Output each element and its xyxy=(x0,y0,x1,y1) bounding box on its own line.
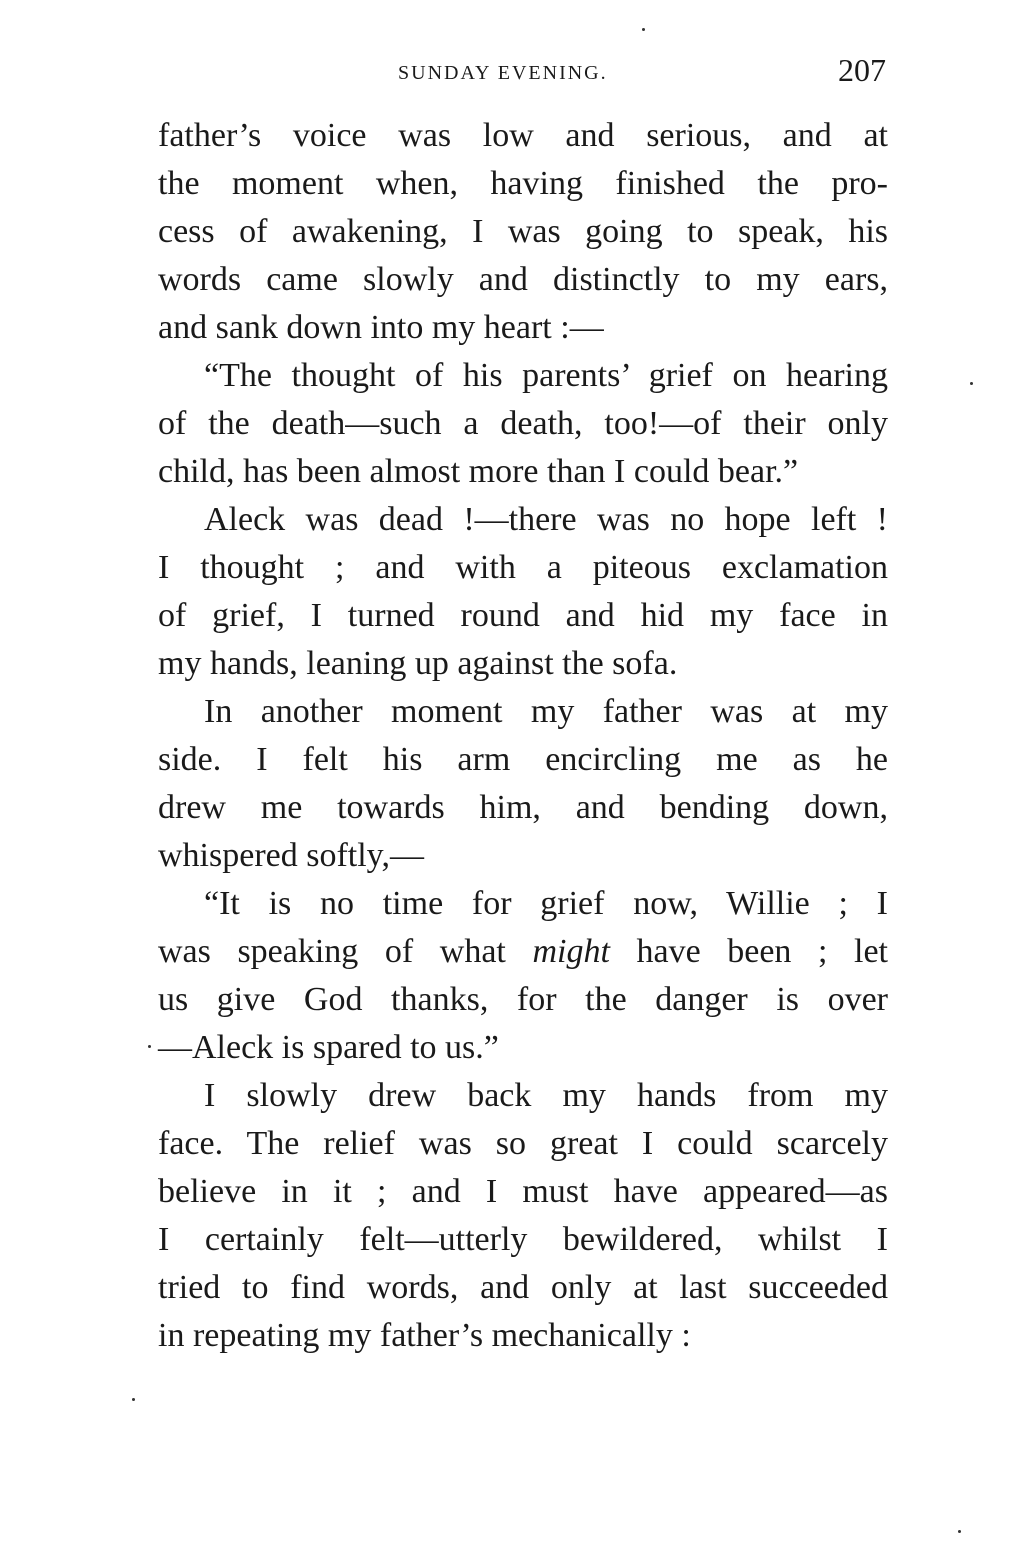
text-line: the moment when, having finished the pro- xyxy=(158,165,888,202)
text-line: whispered softly,— xyxy=(158,837,424,874)
text-line: father’s voice was low and serious, and at xyxy=(158,117,888,154)
text-line: I slowly drew back my hands from my xyxy=(204,1077,888,1114)
text-line: believe in it ; and I must have appeared—as xyxy=(158,1173,888,1210)
text-line: Aleck was dead !—there was no hope left ! xyxy=(204,501,888,538)
body-text xyxy=(158,112,888,1360)
text-line: of grief, I turned round and hid my face in xyxy=(158,597,888,634)
text-line: “The thought of his parents’ grief on hearing xyxy=(204,357,888,394)
scan-speck xyxy=(642,28,645,31)
page-number: 207 xyxy=(838,52,886,88)
text-line: and sank down into my heart :— xyxy=(158,309,604,346)
text-line: was speaking of what might have been ; let xyxy=(158,933,888,970)
text-line: —Aleck is spared to us.” xyxy=(158,1029,499,1066)
scan-speck xyxy=(132,1398,135,1401)
paragraph xyxy=(158,688,888,880)
text-line: face. The relief was so great I could scarcely xyxy=(158,1125,888,1162)
paragraph xyxy=(158,880,888,1072)
scan-speck xyxy=(970,382,973,385)
text-line: tried to find words, and only at last succeeded xyxy=(158,1269,888,1306)
scan-speck xyxy=(958,1530,961,1533)
text-line: side. I felt his arm encircling me as he xyxy=(158,741,888,778)
text-line: “It is no time for grief now, Willie ; I xyxy=(204,885,888,922)
text-line: In another moment my father was at my xyxy=(204,693,888,730)
text-line: us give God thanks, for the danger is over xyxy=(158,981,888,1018)
paragraph xyxy=(158,496,888,688)
text-line: child, has been almost more than I could bear.” xyxy=(158,453,799,490)
paragraph xyxy=(158,352,888,496)
text-line: in repeating my father’s mechanically : xyxy=(158,1317,691,1354)
running-title: SUNDAY EVENING. xyxy=(398,62,608,84)
emphasis: might xyxy=(532,933,610,970)
text-line: drew me towards him, and bending down, xyxy=(158,789,888,826)
text-line: cess of awakening, I was going to speak, his xyxy=(158,213,888,250)
text-line: of the death—such a death, too!—of their only xyxy=(158,405,888,442)
text-line: I thought ; and with a piteous exclamation xyxy=(158,549,888,586)
page-header xyxy=(158,52,888,92)
text-line: my hands, leaning up against the sofa. xyxy=(158,645,678,682)
paragraph xyxy=(158,1072,888,1360)
scan-speck xyxy=(148,1045,151,1048)
paragraph xyxy=(158,112,888,352)
text-line: words came slowly and distinctly to my ears, xyxy=(158,261,888,298)
text-line: I certainly felt—utterly bewildered, whilst I xyxy=(158,1221,888,1258)
